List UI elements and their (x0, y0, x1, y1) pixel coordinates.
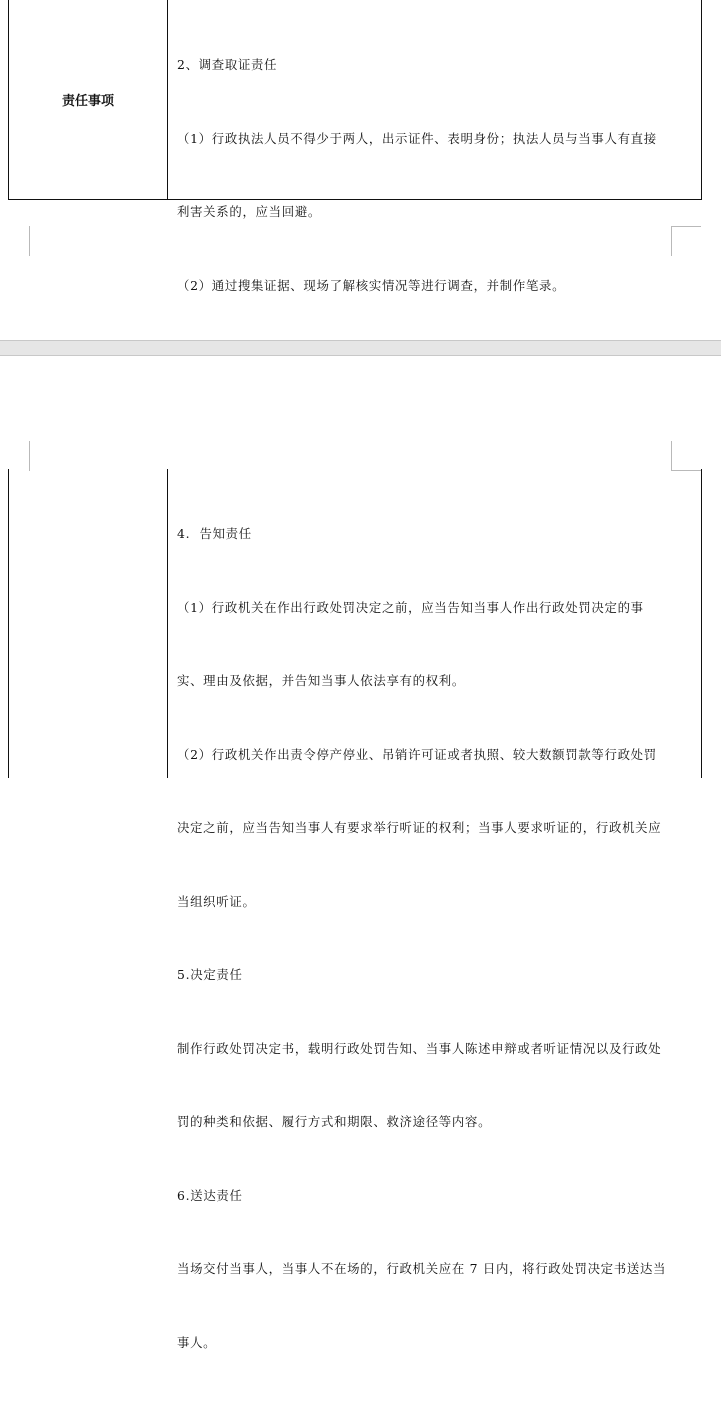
page-margin-mark (671, 441, 701, 471)
content-line: （2）通过搜集证据、现场了解核实情况等进行调查，并制作笔录。 (177, 277, 566, 293)
content-line: 制作行政处罚决定书，载明行政处罚告知、当事人陈述申辩或者听证情况以及行政处 (177, 1040, 662, 1056)
responsibility-label-cell (9, 0, 167, 199)
content-line: （1）行政执法人员不得少于两人，出示证件、表明身份；执法人员与当事人有直接 (177, 130, 657, 146)
responsibility-table-bottom (8, 469, 702, 1350)
content-line: 6.送达责任 (177, 1187, 243, 1203)
page-break (0, 340, 721, 356)
document-page-top (0, 0, 721, 340)
content-line: 事人。 (177, 1334, 217, 1350)
responsibility-label: 责任事项 (61, 94, 114, 109)
page-margin-mark (0, 226, 30, 256)
table-column-divider (167, 0, 168, 199)
content-line: 当组织听证。 (177, 893, 256, 909)
content-line: 5.决定责任 (177, 967, 243, 982)
table-column-divider (167, 469, 168, 778)
content-line: 实、理由及依据，并告知当事人依法享有的权利。 (177, 673, 465, 688)
content-line: 2、调查取证责任 (177, 57, 278, 72)
content-line: 当场交付当事人，当事人不在场的，行政机关应在 7 日内，将行政处罚决定书送达当 (177, 1261, 667, 1276)
page-margin-mark (0, 441, 30, 471)
responsibility-table-top (8, 0, 702, 293)
content-line: 4. 告知责任 (177, 526, 252, 541)
content-line: （1）行政机关在作出行政处罚决定之前，应当告知当事人作出行政处罚决定的事 (177, 599, 644, 615)
content-line: 罚的种类和依据、履行方式和期限、救济途径等内容。 (177, 1114, 492, 1129)
page-margin-mark (671, 226, 701, 256)
content-line: （2）行政机关作出责令停产停业、吊销许可证或者执照、较大数额罚款等行政处罚 (177, 746, 657, 762)
content-line: 利害关系的，应当回避。 (177, 204, 321, 219)
content-line: 决定之前，应当告知当事人有要求举行听证的权利；当事人要求听证的，行政机关应 (177, 820, 662, 835)
responsibility-content-bottom (177, 473, 693, 1404)
